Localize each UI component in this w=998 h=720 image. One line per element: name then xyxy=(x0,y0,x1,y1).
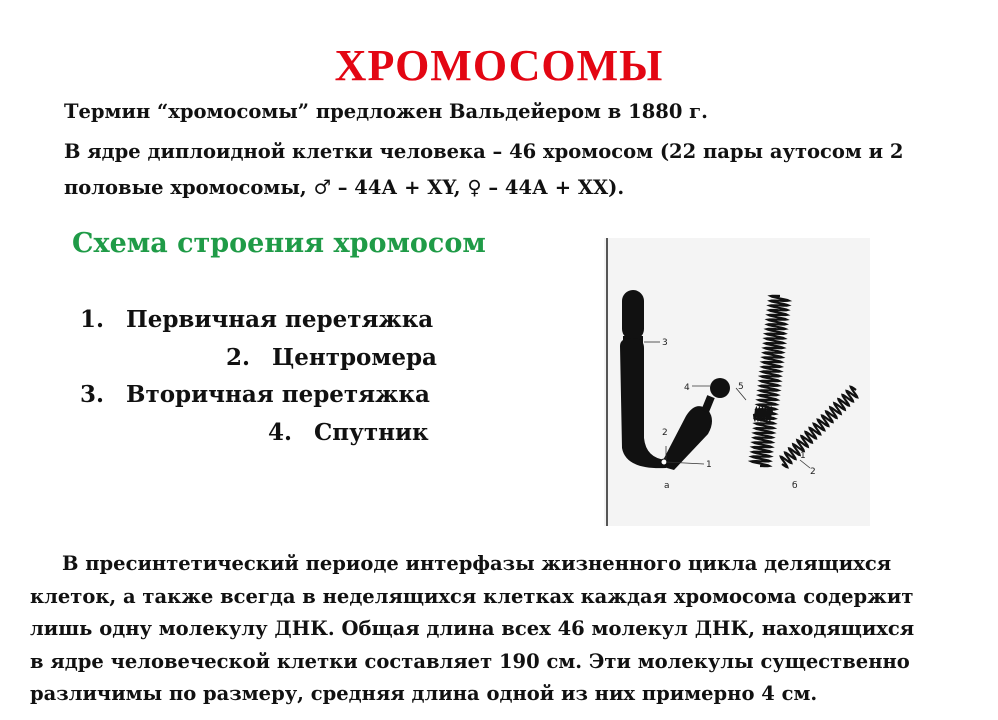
list-item xyxy=(226,344,437,371)
list-item-label: Первичная перетяжка xyxy=(126,306,434,333)
scheme-title: Схема строения хромосом xyxy=(72,228,486,259)
body-paragraph xyxy=(30,548,980,711)
intro-line-3: половые хромосомы, ♂ – 44А + XY, ♀ – 44А + XX). xyxy=(64,176,625,199)
diagram-label: 1 xyxy=(706,460,712,470)
list-item-number: 3. xyxy=(80,381,105,408)
list-item-label: Центромера xyxy=(272,344,437,371)
diagram-label: б xyxy=(792,481,798,491)
list-item-number: 1. xyxy=(80,306,105,333)
paragraph-line: В пресинтетический периоде интерфазы жизненного цикла делящихся xyxy=(62,552,892,575)
slide-title: ХРОМОСОМЫ xyxy=(334,41,664,90)
diagram-label: 2 xyxy=(662,428,668,438)
list-item-number: 2. xyxy=(226,344,251,371)
chromosome-diagram-svg xyxy=(604,238,870,526)
list-item xyxy=(268,419,429,446)
list-item-number: 4. xyxy=(268,419,293,446)
chromosome-diagram xyxy=(604,238,870,526)
paragraph-line: лишь одну молекулу ДНК. Общая длина всех 46 молекул ДНК, находящихся xyxy=(30,617,915,640)
paragraph-line: различимы по размеру, средняя длина одной из них примерно 4 см. xyxy=(30,682,818,705)
diagram-label: 2 xyxy=(810,467,816,477)
list-item-label: Вторичная перетяжка xyxy=(126,381,430,408)
diagram-label: 3 xyxy=(662,338,668,348)
list-item-label: Спутник xyxy=(314,419,429,446)
coiled-chromosome-b xyxy=(752,296,858,467)
intro-line-1: Термин “хромосомы” предложен Вальдейером в 1880 г. xyxy=(64,100,708,123)
chromosome-a xyxy=(620,290,730,470)
list-item xyxy=(80,381,430,408)
paragraph-line: клеток, а также всегда в неделящихся клетках каждая хромосома содержит xyxy=(30,584,914,608)
paragraph-line: в ядре человеческой клетки составляет 190 см. Эти молекулы существенно xyxy=(30,649,910,673)
list-item xyxy=(80,306,433,333)
diagram-label: 1 xyxy=(800,451,806,461)
diagram-label: а xyxy=(664,481,670,491)
intro-line-2: В ядре диплоидной клетки человека – 46 хромосом (22 пары аутосом и 2 xyxy=(64,140,904,163)
diagram-label: 4 xyxy=(684,383,690,393)
diagram-label: 5 xyxy=(738,382,744,392)
